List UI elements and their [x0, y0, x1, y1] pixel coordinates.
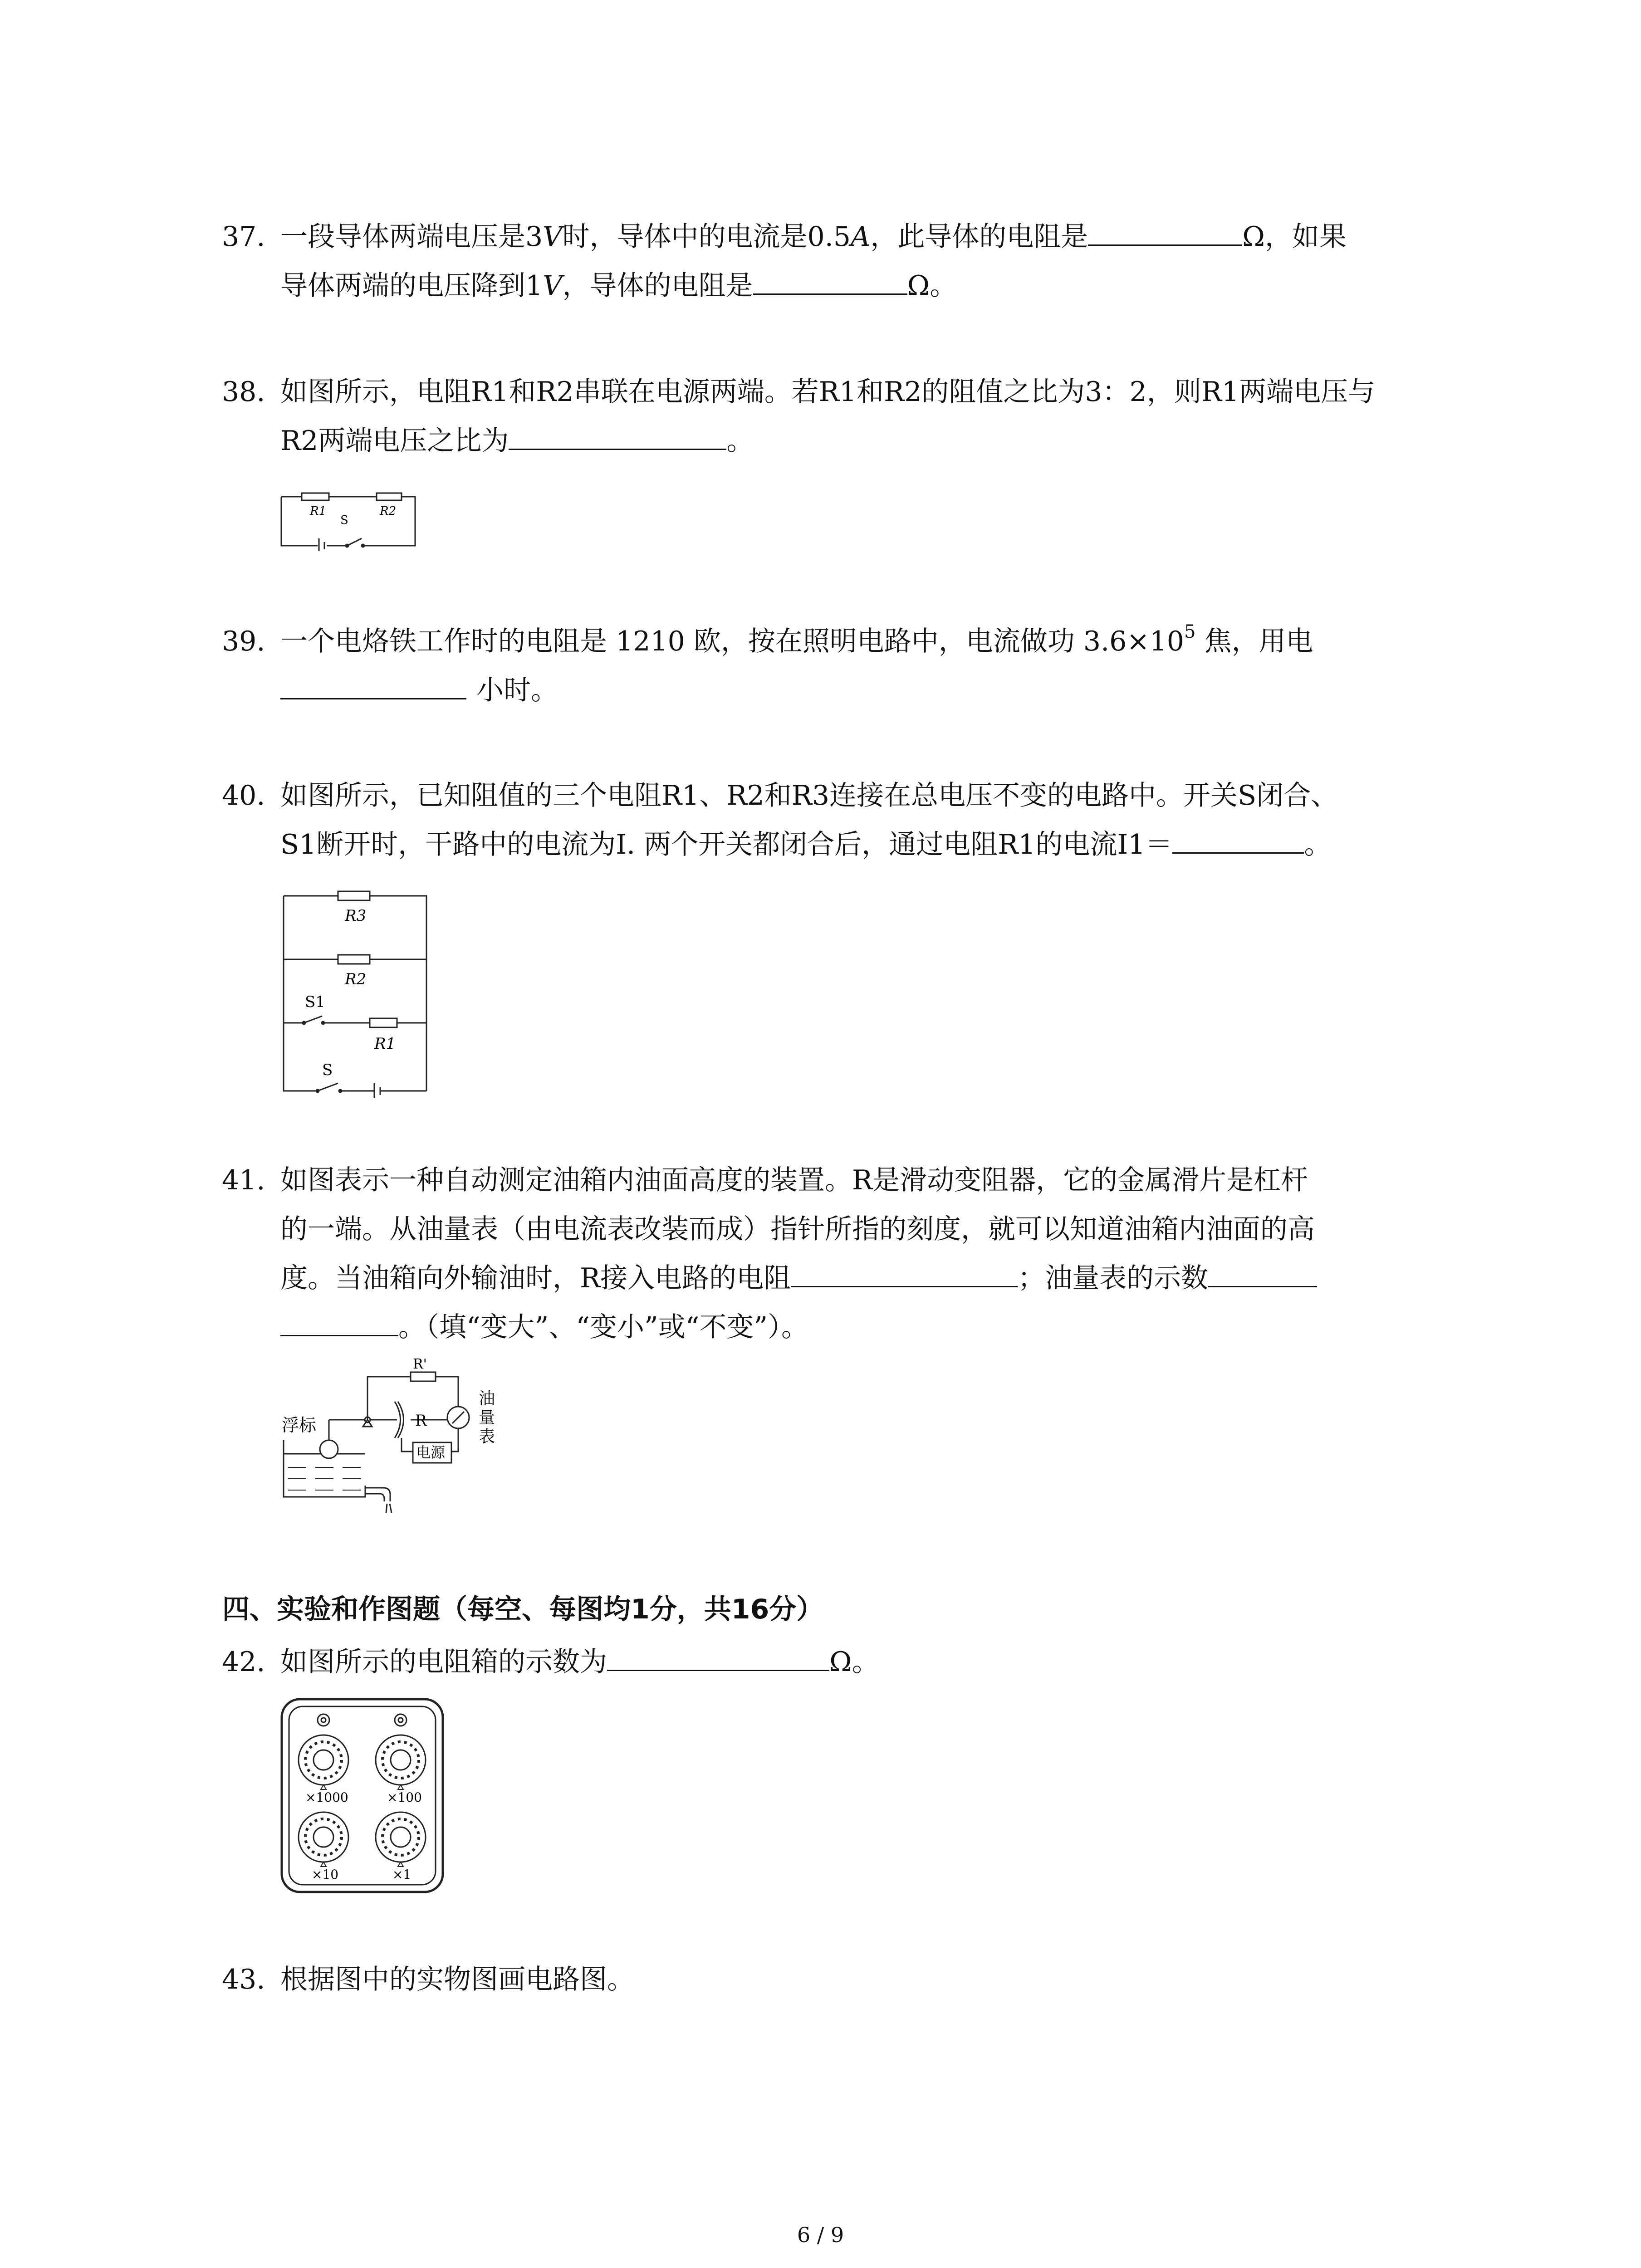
answer-blank[interactable] — [1088, 215, 1242, 246]
question-number: 42. — [222, 1646, 265, 1678]
label-meter-2: 量 — [479, 1408, 495, 1427]
text: 时，导体中的电流是0.5 — [562, 221, 851, 253]
answer-blank[interactable] — [607, 1641, 829, 1671]
unit: V — [543, 221, 563, 253]
exponent: 5 — [1184, 621, 1196, 642]
label-x1: ×1 — [392, 1867, 411, 1882]
label-s: S — [322, 1061, 333, 1079]
question-number: 40. — [222, 780, 265, 811]
question-text: 如图所示，已知阻值的三个电阻R1、R2和R3连接在总电压不变的电路中。开关S闭合、 — [280, 780, 1338, 811]
label-r1: R1 — [310, 504, 327, 518]
answer-blank[interactable] — [509, 420, 726, 450]
text: 一段导体两端电压是3 — [280, 221, 543, 253]
label-power: 电源 — [416, 1444, 446, 1461]
answer-blank[interactable] — [753, 264, 907, 295]
question-text: 的一端。从油量表（由电流表改装而成）指针所指的刻度，就可以知道油箱内油面的高 — [280, 1213, 1315, 1245]
question-number: 37. — [222, 221, 265, 253]
unit: V — [543, 270, 563, 302]
page-number: 6 / 9 — [797, 2223, 844, 2247]
text: ，导体的电阻是 — [562, 270, 753, 302]
answer-blank[interactable] — [1172, 823, 1304, 854]
label-meter-1: 油 — [479, 1389, 495, 1408]
text: ，此导体的电阻是 — [870, 221, 1088, 253]
unit: A — [850, 221, 871, 253]
text: 。 — [1304, 829, 1332, 860]
answer-blank[interactable] — [791, 1257, 1018, 1287]
question-text: 如图所示，电阻R1和R2串联在电源两端。若R1和R2的阻值之比为3：2，则R1两端电压与 — [280, 376, 1376, 408]
label-r: R — [415, 1412, 427, 1430]
text: Ω。 — [829, 1646, 879, 1678]
oil-level-gauge-figure — [279, 1359, 515, 1540]
label-r2: R2 — [345, 970, 367, 988]
text: 焦，用电 — [1195, 626, 1313, 657]
label-r2: R2 — [380, 504, 397, 518]
label-s: S — [340, 513, 348, 527]
text: S1断开时，干路中的电流为I. 两个开关都闭合后，通过电阻R1的电流I1＝ — [280, 829, 1173, 860]
text: 度。当油箱向外输油时，R接入电路的电阻 — [280, 1262, 791, 1294]
question-text: 根据图中的实物图画电路图。 — [280, 1964, 634, 1995]
text: 如图所示的电阻箱的示数为 — [280, 1646, 607, 1678]
text: Ω。 — [907, 270, 957, 302]
answer-blank[interactable] — [280, 669, 466, 699]
resistance-box-figure — [279, 1696, 447, 1896]
text: 。 — [726, 425, 754, 457]
label-x10: ×10 — [312, 1867, 339, 1882]
question-number: 43. — [222, 1964, 265, 1995]
label-float: 浮标 — [282, 1415, 317, 1435]
question-number: 41. — [222, 1164, 265, 1196]
question-number: 39. — [222, 626, 265, 657]
answer-blank[interactable] — [280, 1306, 398, 1336]
question-number: 38. — [222, 376, 265, 408]
label-x100: ×100 — [387, 1790, 422, 1805]
label-r1: R1 — [374, 1035, 396, 1053]
parallel-circuit-figure — [277, 885, 431, 1098]
label-x1000: ×1000 — [305, 1790, 348, 1805]
label-r-prime: R' — [413, 1359, 427, 1372]
label-r3: R3 — [345, 907, 367, 925]
text: 一个电烙铁工作时的电阻是 1210 欧，按在照明电路中，电流做功 3.6×10 — [280, 626, 1184, 657]
series-circuit-figure — [279, 488, 420, 551]
answer-blank[interactable] — [1208, 1257, 1317, 1287]
text: 。（填“变大”、“变小”或“不变”）。 — [398, 1311, 809, 1343]
question-text: 如图表示一种自动测定油箱内油面高度的装置。R是滑动变阻器，它的金属滑片是杠杆 — [280, 1164, 1308, 1196]
label-s1: S1 — [305, 993, 325, 1011]
text: ；油量表的示数 — [1018, 1262, 1209, 1294]
text: 小时。 — [476, 675, 558, 706]
text: R2两端电压之比为 — [280, 425, 509, 457]
text: Ω，如果 — [1242, 221, 1347, 253]
text: 导体两端的电压降到1 — [280, 270, 543, 302]
section-heading: 四、实验和作图题（每空、每图均1分，共16分） — [222, 1593, 824, 1625]
label-meter-3: 表 — [479, 1427, 495, 1446]
